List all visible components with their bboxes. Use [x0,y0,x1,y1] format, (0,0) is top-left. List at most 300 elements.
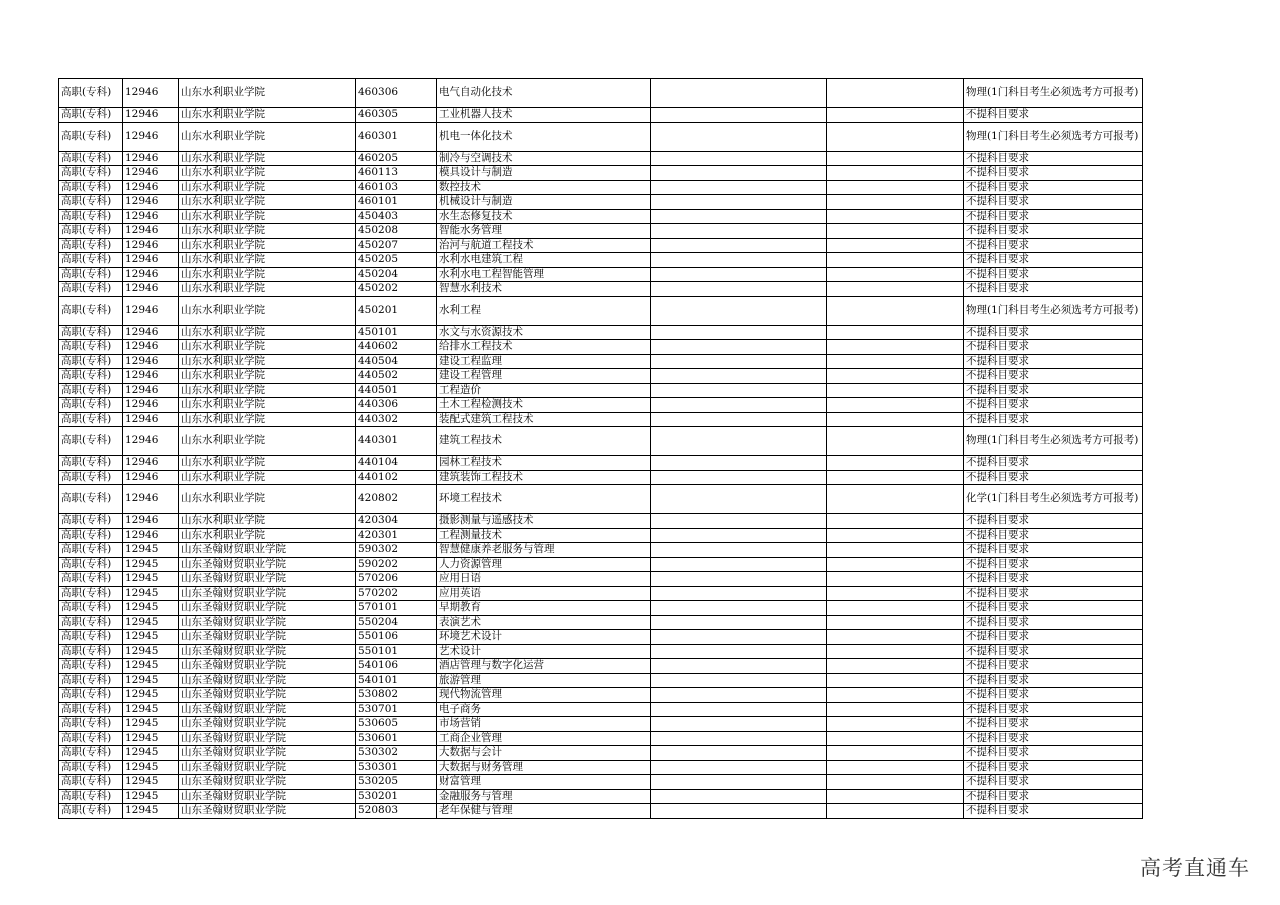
school-name-cell: 山东圣翰财贸职业学院 [179,731,356,746]
blank-cell-b [827,224,964,239]
subject-requirement-cell: 不提科目要求 [964,224,1143,239]
subject-requirement-cell: 不提科目要求 [964,340,1143,355]
major-code-cell: 460205 [356,151,437,166]
subject-requirement-cell: 不提科目要求 [964,354,1143,369]
table-row [59,514,1143,529]
major-code-cell: 550101 [356,644,437,659]
level-cell: 高职(专科) [59,688,123,703]
blank-cell-a [651,108,827,123]
subject-requirement-cell: 不提科目要求 [964,746,1143,761]
level-cell: 高职(专科) [59,528,123,543]
school-name-cell: 山东圣翰财贸职业学院 [179,572,356,587]
school-code-cell: 12946 [123,108,179,123]
blank-cell-a [651,296,827,325]
school-code-cell: 12945 [123,673,179,688]
table-row [59,789,1143,804]
major-code-cell: 570206 [356,572,437,587]
school-code-cell: 12945 [123,789,179,804]
school-name-cell: 山东水利职业学院 [179,427,356,456]
table-row [59,108,1143,123]
school-code-cell: 12946 [123,427,179,456]
major-code-cell: 530701 [356,702,437,717]
school-name-cell: 山东圣翰财贸职业学院 [179,702,356,717]
major-code-cell: 530802 [356,688,437,703]
major-name-cell: 水利水电建筑工程 [437,253,651,268]
blank-cell-a [651,615,827,630]
level-cell: 高职(专科) [59,354,123,369]
school-name-cell: 山东水利职业学院 [179,340,356,355]
school-name-cell: 山东圣翰财贸职业学院 [179,717,356,732]
table-row [59,586,1143,601]
subject-requirement-cell: 不提科目要求 [964,108,1143,123]
table-row [59,731,1143,746]
major-name-cell: 模具设计与制造 [437,166,651,181]
blank-cell-b [827,470,964,485]
level-cell: 高职(专科) [59,731,123,746]
blank-cell-a [651,224,827,239]
major-name-cell: 工业机器人技术 [437,108,651,123]
major-code-cell: 450208 [356,224,437,239]
school-name-cell: 山东水利职业学院 [179,79,356,108]
blank-cell-b [827,717,964,732]
blank-cell-b [827,209,964,224]
table-row [59,412,1143,427]
major-code-cell: 450204 [356,267,437,282]
table-row [59,485,1143,514]
major-name-cell: 金融服务与管理 [437,789,651,804]
table-row [59,209,1143,224]
blank-cell-a [651,166,827,181]
subject-requirement-cell: 不提科目要求 [964,789,1143,804]
blank-cell-a [651,470,827,485]
major-name-cell: 表演艺术 [437,615,651,630]
major-code-cell: 570101 [356,601,437,616]
major-code-cell: 440301 [356,427,437,456]
blank-cell-b [827,601,964,616]
school-code-cell: 12945 [123,644,179,659]
subject-requirement-cell: 不提科目要求 [964,325,1143,340]
level-cell: 高职(专科) [59,195,123,210]
school-code-cell: 12946 [123,514,179,529]
table-row [59,470,1143,485]
school-name-cell: 山东圣翰财贸职业学院 [179,659,356,674]
table-row [59,630,1143,645]
school-code-cell: 12945 [123,630,179,645]
major-code-cell: 450403 [356,209,437,224]
school-name-cell: 山东水利职业学院 [179,354,356,369]
blank-cell-b [827,151,964,166]
school-name-cell: 山东水利职业学院 [179,253,356,268]
blank-cell-a [651,282,827,297]
major-code-cell: 440502 [356,369,437,384]
blank-cell-a [651,456,827,471]
major-name-cell: 工程造价 [437,383,651,398]
major-name-cell: 工程测量技术 [437,528,651,543]
school-name-cell: 山东圣翰财贸职业学院 [179,804,356,819]
school-code-cell: 12945 [123,717,179,732]
level-cell: 高职(专科) [59,586,123,601]
subject-requirement-cell: 不提科目要求 [964,615,1143,630]
school-code-cell: 12946 [123,209,179,224]
blank-cell-b [827,673,964,688]
blank-cell-b [827,325,964,340]
blank-cell-a [651,325,827,340]
major-name-cell: 园林工程技术 [437,456,651,471]
school-code-cell: 12946 [123,296,179,325]
table-row [59,702,1143,717]
subject-requirement-cell: 物理(1门科目考生必须选考方可报考) [964,427,1143,456]
school-name-cell: 山东水利职业学院 [179,296,356,325]
major-name-cell: 水文与水资源技术 [437,325,651,340]
school-name-cell: 山东水利职业学院 [179,282,356,297]
blank-cell-b [827,340,964,355]
major-name-cell: 装配式建筑工程技术 [437,412,651,427]
major-code-cell: 550106 [356,630,437,645]
blank-cell-b [827,702,964,717]
school-code-cell: 12946 [123,354,179,369]
subject-requirement-cell: 不提科目要求 [964,528,1143,543]
blank-cell-b [827,630,964,645]
school-name-cell: 山东圣翰财贸职业学院 [179,760,356,775]
school-name-cell: 山东水利职业学院 [179,108,356,123]
school-code-cell: 12946 [123,151,179,166]
level-cell: 高职(专科) [59,340,123,355]
blank-cell-b [827,615,964,630]
major-code-cell: 530205 [356,775,437,790]
major-name-cell: 大数据与会计 [437,746,651,761]
subject-requirement-cell: 不提科目要求 [964,688,1143,703]
table-row [59,746,1143,761]
level-cell: 高职(专科) [59,456,123,471]
level-cell: 高职(专科) [59,673,123,688]
school-name-cell: 山东水利职业学院 [179,166,356,181]
school-code-cell: 12946 [123,528,179,543]
blank-cell-b [827,528,964,543]
blank-cell-a [651,253,827,268]
table-row [59,528,1143,543]
major-code-cell: 460103 [356,180,437,195]
blank-cell-a [651,688,827,703]
blank-cell-b [827,731,964,746]
blank-cell-a [651,630,827,645]
blank-cell-a [651,717,827,732]
enrollment-table [58,78,1143,819]
subject-requirement-cell: 不提科目要求 [964,514,1143,529]
major-name-cell: 现代物流管理 [437,688,651,703]
level-cell: 高职(专科) [59,296,123,325]
table-body [59,79,1143,819]
blank-cell-a [651,673,827,688]
school-name-cell: 山东圣翰财贸职业学院 [179,543,356,558]
school-code-cell: 12946 [123,412,179,427]
major-name-cell: 大数据与财务管理 [437,760,651,775]
school-code-cell: 12945 [123,572,179,587]
table-row [59,659,1143,674]
school-code-cell: 12946 [123,369,179,384]
blank-cell-b [827,644,964,659]
school-name-cell: 山东圣翰财贸职业学院 [179,630,356,645]
major-code-cell: 440501 [356,383,437,398]
subject-requirement-cell: 物理(1门科目考生必须选考方可报考) [964,79,1143,108]
blank-cell-b [827,804,964,819]
level-cell: 高职(专科) [59,122,123,151]
blank-cell-a [651,122,827,151]
major-name-cell: 制冷与空调技术 [437,151,651,166]
subject-requirement-cell: 化学(1门科目考生必须选考方可报考) [964,485,1143,514]
blank-cell-b [827,282,964,297]
subject-requirement-cell: 不提科目要求 [964,804,1143,819]
level-cell: 高职(专科) [59,572,123,587]
table-row [59,543,1143,558]
major-code-cell: 460101 [356,195,437,210]
blank-cell-b [827,456,964,471]
blank-cell-b [827,412,964,427]
blank-cell-b [827,688,964,703]
blank-cell-b [827,267,964,282]
subject-requirement-cell: 不提科目要求 [964,267,1143,282]
level-cell: 高职(专科) [59,412,123,427]
school-code-cell: 12946 [123,79,179,108]
table-row [59,224,1143,239]
table-row [59,282,1143,297]
blank-cell-a [651,775,827,790]
level-cell: 高职(专科) [59,804,123,819]
school-name-cell: 山东水利职业学院 [179,238,356,253]
school-code-cell: 12945 [123,586,179,601]
major-code-cell: 450207 [356,238,437,253]
blank-cell-a [651,601,827,616]
school-code-cell: 12945 [123,804,179,819]
blank-cell-a [651,572,827,587]
school-name-cell: 山东水利职业学院 [179,398,356,413]
school-code-cell: 12945 [123,688,179,703]
major-name-cell: 机电一体化技术 [437,122,651,151]
school-code-cell: 12946 [123,253,179,268]
school-code-cell: 12945 [123,543,179,558]
major-code-cell: 550204 [356,615,437,630]
subject-requirement-cell: 不提科目要求 [964,151,1143,166]
major-code-cell: 590302 [356,543,437,558]
subject-requirement-cell: 不提科目要求 [964,601,1143,616]
blank-cell-a [651,195,827,210]
major-code-cell: 450101 [356,325,437,340]
level-cell: 高职(专科) [59,253,123,268]
school-name-cell: 山东水利职业学院 [179,456,356,471]
blank-cell-a [651,267,827,282]
blank-cell-a [651,209,827,224]
school-name-cell: 山东水利职业学院 [179,514,356,529]
major-name-cell: 市场营销 [437,717,651,732]
subject-requirement-cell: 不提科目要求 [964,586,1143,601]
major-code-cell: 440504 [356,354,437,369]
blank-cell-a [651,746,827,761]
major-name-cell: 水利水电工程智能管理 [437,267,651,282]
school-name-cell: 山东水利职业学院 [179,485,356,514]
subject-requirement-cell: 不提科目要求 [964,557,1143,572]
blank-cell-b [827,166,964,181]
major-name-cell: 机械设计与制造 [437,195,651,210]
blank-cell-b [827,354,964,369]
subject-requirement-cell: 不提科目要求 [964,456,1143,471]
major-name-cell: 环境工程技术 [437,485,651,514]
table-row [59,383,1143,398]
blank-cell-b [827,775,964,790]
major-code-cell: 530302 [356,746,437,761]
blank-cell-b [827,398,964,413]
major-name-cell: 摄影测量与遥感技术 [437,514,651,529]
subject-requirement-cell: 不提科目要求 [964,702,1143,717]
blank-cell-a [651,427,827,456]
major-code-cell: 530201 [356,789,437,804]
table-row [59,557,1143,572]
school-code-cell: 12946 [123,470,179,485]
blank-cell-a [651,354,827,369]
major-name-cell: 土木工程检测技术 [437,398,651,413]
subject-requirement-cell: 不提科目要求 [964,195,1143,210]
table-row [59,760,1143,775]
table-row [59,296,1143,325]
watermark-text: 高考直通车 [1140,856,1250,880]
school-code-cell: 12946 [123,195,179,210]
school-name-cell: 山东水利职业学院 [179,151,356,166]
major-code-cell: 590202 [356,557,437,572]
school-code-cell: 12945 [123,760,179,775]
table-row [59,427,1143,456]
major-name-cell: 工商企业管理 [437,731,651,746]
level-cell: 高职(专科) [59,282,123,297]
major-name-cell: 旅游管理 [437,673,651,688]
blank-cell-a [651,238,827,253]
school-name-cell: 山东圣翰财贸职业学院 [179,557,356,572]
school-code-cell: 12946 [123,456,179,471]
level-cell: 高职(专科) [59,630,123,645]
blank-cell-a [651,543,827,558]
table-row [59,354,1143,369]
subject-requirement-cell: 不提科目要求 [964,731,1143,746]
blank-cell-b [827,253,964,268]
blank-cell-a [651,180,827,195]
major-code-cell: 540106 [356,659,437,674]
subject-requirement-cell: 不提科目要求 [964,398,1143,413]
school-code-cell: 12946 [123,267,179,282]
blank-cell-a [651,644,827,659]
blank-cell-a [651,398,827,413]
blank-cell-b [827,789,964,804]
blank-cell-b [827,746,964,761]
major-name-cell: 建设工程管理 [437,369,651,384]
major-code-cell: 530601 [356,731,437,746]
school-code-cell: 12946 [123,282,179,297]
table-row [59,340,1143,355]
major-code-cell: 530605 [356,717,437,732]
major-name-cell: 人力资源管理 [437,557,651,572]
table-row [59,267,1143,282]
major-code-cell: 440306 [356,398,437,413]
table-row [59,180,1143,195]
blank-cell-b [827,572,964,587]
blank-cell-b [827,383,964,398]
subject-requirement-cell: 不提科目要求 [964,238,1143,253]
blank-cell-a [651,731,827,746]
major-name-cell: 环境艺术设计 [437,630,651,645]
school-name-cell: 山东水利职业学院 [179,528,356,543]
major-code-cell: 530301 [356,760,437,775]
school-name-cell: 山东水利职业学院 [179,224,356,239]
school-code-cell: 12946 [123,398,179,413]
major-name-cell: 老年保健与管理 [437,804,651,819]
major-code-cell: 450201 [356,296,437,325]
school-code-cell: 12946 [123,325,179,340]
major-code-cell: 520803 [356,804,437,819]
level-cell: 高职(专科) [59,238,123,253]
blank-cell-a [651,369,827,384]
major-code-cell: 420304 [356,514,437,529]
level-cell: 高职(专科) [59,775,123,790]
subject-requirement-cell: 不提科目要求 [964,673,1143,688]
school-name-cell: 山东水利职业学院 [179,369,356,384]
blank-cell-b [827,557,964,572]
blank-cell-b [827,543,964,558]
level-cell: 高职(专科) [59,325,123,340]
level-cell: 高职(专科) [59,79,123,108]
major-name-cell: 建筑工程技术 [437,427,651,456]
level-cell: 高职(专科) [59,369,123,384]
subject-requirement-cell: 不提科目要求 [964,282,1143,297]
major-name-cell: 数控技术 [437,180,651,195]
school-name-cell: 山东水利职业学院 [179,325,356,340]
school-code-cell: 12946 [123,383,179,398]
subject-requirement-cell: 不提科目要求 [964,412,1143,427]
school-name-cell: 山东圣翰财贸职业学院 [179,775,356,790]
major-code-cell: 460306 [356,79,437,108]
school-name-cell: 山东圣翰财贸职业学院 [179,615,356,630]
blank-cell-b [827,180,964,195]
major-code-cell: 440602 [356,340,437,355]
major-code-cell: 460305 [356,108,437,123]
major-name-cell: 智慧水利技术 [437,282,651,297]
blank-cell-b [827,514,964,529]
level-cell: 高职(专科) [59,644,123,659]
major-name-cell: 建筑装饰工程技术 [437,470,651,485]
major-name-cell: 艺术设计 [437,644,651,659]
subject-requirement-cell: 不提科目要求 [964,253,1143,268]
major-code-cell: 440102 [356,470,437,485]
subject-requirement-cell: 不提科目要求 [964,659,1143,674]
school-code-cell: 12946 [123,224,179,239]
table-row [59,673,1143,688]
table-row [59,615,1143,630]
level-cell: 高职(专科) [59,209,123,224]
school-name-cell: 山东圣翰财贸职业学院 [179,789,356,804]
level-cell: 高职(专科) [59,746,123,761]
blank-cell-b [827,586,964,601]
blank-cell-a [651,412,827,427]
table-row [59,398,1143,413]
major-name-cell: 应用英语 [437,586,651,601]
major-name-cell: 水利工程 [437,296,651,325]
major-code-cell: 420301 [356,528,437,543]
blank-cell-a [651,79,827,108]
school-code-cell: 12946 [123,180,179,195]
school-code-cell: 12946 [123,340,179,355]
major-code-cell: 540101 [356,673,437,688]
level-cell: 高职(专科) [59,166,123,181]
school-name-cell: 山东水利职业学院 [179,180,356,195]
subject-requirement-cell: 不提科目要求 [964,166,1143,181]
major-name-cell: 给排水工程技术 [437,340,651,355]
major-name-cell: 电子商务 [437,702,651,717]
level-cell: 高职(专科) [59,760,123,775]
